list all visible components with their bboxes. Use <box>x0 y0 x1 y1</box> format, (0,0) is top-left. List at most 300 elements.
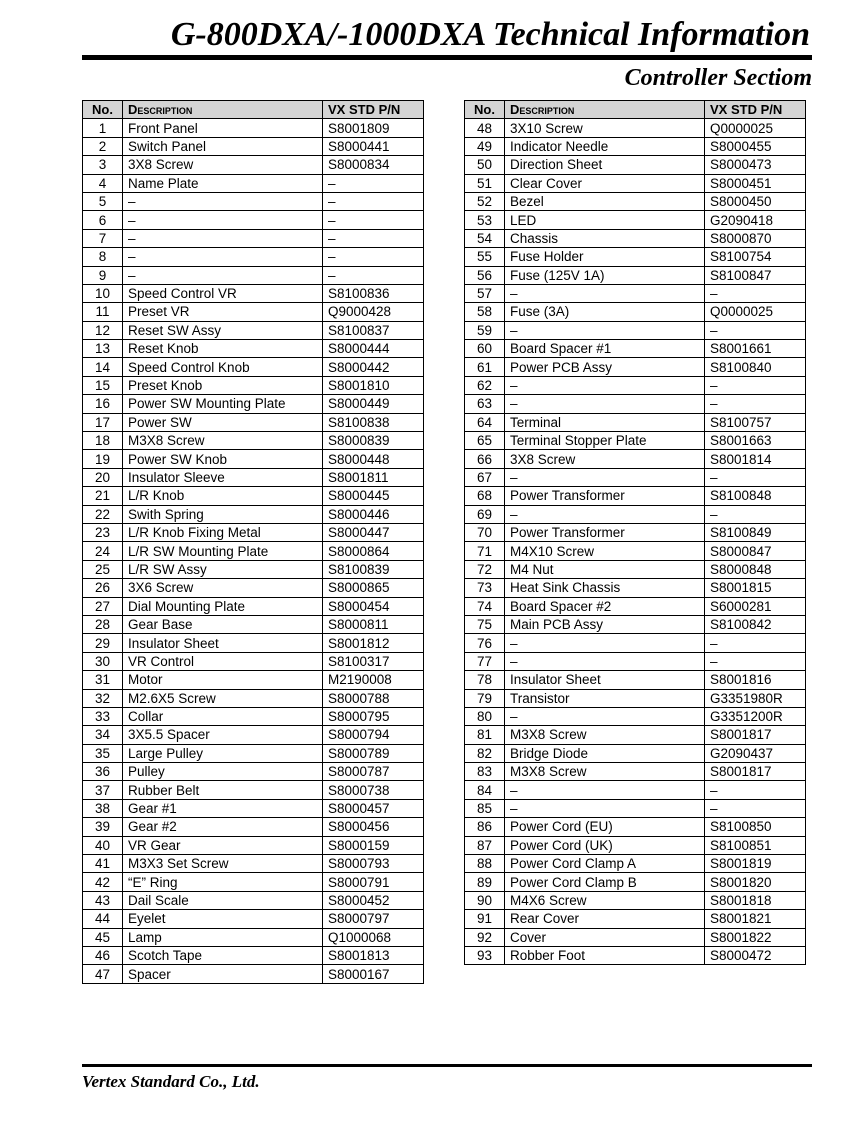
cell-part-number: S8100838 <box>323 413 424 431</box>
cell-description: – <box>505 395 705 413</box>
cell-description: Gear #2 <box>123 818 323 836</box>
cell-no: 43 <box>83 891 123 909</box>
cell-part-number: S8000441 <box>323 137 424 155</box>
table-row <box>83 946 424 964</box>
cell-part-number: S8100851 <box>705 836 806 854</box>
cell-part-number: – <box>323 248 424 266</box>
table-row <box>83 671 424 689</box>
table-row <box>465 836 806 854</box>
table-row <box>465 726 806 744</box>
cell-no: 51 <box>465 174 505 192</box>
cell-no: 20 <box>83 468 123 486</box>
cell-part-number: S8001813 <box>323 946 424 964</box>
cell-part-number: Q0000025 <box>705 119 806 137</box>
cell-description: 3X5.5 Spacer <box>123 726 323 744</box>
table-row <box>465 652 806 670</box>
cell-no: 86 <box>465 818 505 836</box>
cell-description: – <box>123 229 323 247</box>
page-title: G-800DXA/-1000DXA Technical Information <box>170 16 810 53</box>
table-row <box>465 615 806 633</box>
table-row <box>83 873 424 891</box>
cell-part-number: – <box>705 284 806 302</box>
cell-no: 72 <box>465 560 505 578</box>
cell-description: Board Spacer #1 <box>505 340 705 358</box>
cell-no: 24 <box>83 542 123 560</box>
cell-part-number: S8000870 <box>705 229 806 247</box>
cell-description: Insulator Sleeve <box>123 468 323 486</box>
cell-no: 15 <box>83 376 123 394</box>
column-header-pn: VX STD P/N <box>705 101 806 119</box>
cell-part-number: S8000473 <box>705 156 806 174</box>
cell-description: Main PCB Assy <box>505 615 705 633</box>
cell-description: Power Cord Clamp B <box>505 873 705 891</box>
cell-description: M4X6 Screw <box>505 891 705 909</box>
cell-no: 46 <box>83 946 123 964</box>
column-header-description: Description <box>123 101 323 119</box>
cell-description: – <box>505 707 705 725</box>
cell-no: 68 <box>465 487 505 505</box>
cell-no: 10 <box>83 284 123 302</box>
cell-description: VR Gear <box>123 836 323 854</box>
cell-no: 90 <box>465 891 505 909</box>
table-row <box>465 707 806 725</box>
cell-part-number: S8001817 <box>705 726 806 744</box>
cell-description: Spacer <box>123 965 323 983</box>
cell-no: 30 <box>83 652 123 670</box>
cell-part-number: S8000450 <box>705 192 806 210</box>
cell-part-number: S8000793 <box>323 855 424 873</box>
table-row <box>465 137 806 155</box>
cell-part-number: S8000456 <box>323 818 424 836</box>
table-row <box>465 468 806 486</box>
table-row <box>83 836 424 854</box>
cell-no: 40 <box>83 836 123 854</box>
table-row <box>465 818 806 836</box>
cell-description: Clear Cover <box>505 174 705 192</box>
cell-part-number: S8000839 <box>323 432 424 450</box>
cell-part-number: S8000788 <box>323 689 424 707</box>
table-row <box>83 340 424 358</box>
cell-no: 69 <box>465 505 505 523</box>
table-row <box>465 799 806 817</box>
table-row <box>465 192 806 210</box>
table-row <box>83 615 424 633</box>
cell-description: Collar <box>123 707 323 725</box>
cell-description: Preset Knob <box>123 376 323 394</box>
cell-no: 33 <box>83 707 123 725</box>
cell-part-number: S8100847 <box>705 266 806 284</box>
table-row <box>83 523 424 541</box>
table-row <box>83 781 424 799</box>
cell-no: 85 <box>465 799 505 817</box>
table-row <box>83 928 424 946</box>
footer-rule <box>82 1064 812 1067</box>
table-row <box>83 468 424 486</box>
cell-part-number: S8000865 <box>323 579 424 597</box>
cell-description: M3X8 Screw <box>505 763 705 781</box>
cell-no: 17 <box>83 413 123 431</box>
cell-description: Motor <box>123 671 323 689</box>
cell-part-number: S8000864 <box>323 542 424 560</box>
table-row <box>83 634 424 652</box>
table-row <box>83 303 424 321</box>
cell-part-number: S8100840 <box>705 358 806 376</box>
cell-part-number: S8000847 <box>705 542 806 560</box>
table-row <box>83 542 424 560</box>
cell-part-number: S8001819 <box>705 855 806 873</box>
cell-no: 16 <box>83 395 123 413</box>
cell-part-number: – <box>705 468 806 486</box>
cell-part-number: – <box>705 395 806 413</box>
cell-part-number: – <box>705 505 806 523</box>
cell-no: 22 <box>83 505 123 523</box>
cell-part-number: S8001814 <box>705 450 806 468</box>
cell-part-number: S8000451 <box>705 174 806 192</box>
cell-part-number: G3351980R <box>705 689 806 707</box>
cell-no: 61 <box>465 358 505 376</box>
cell-no: 65 <box>465 432 505 450</box>
cell-description: – <box>123 266 323 284</box>
cell-description: Front Panel <box>123 119 323 137</box>
table-row <box>465 781 806 799</box>
table-row <box>465 855 806 873</box>
cell-description: Pulley <box>123 763 323 781</box>
table-row <box>465 946 806 964</box>
cell-part-number: – <box>705 652 806 670</box>
cell-no: 4 <box>83 174 123 192</box>
parts-table-left <box>82 100 424 984</box>
cell-part-number: S8000794 <box>323 726 424 744</box>
table-row <box>83 174 424 192</box>
table-row <box>83 560 424 578</box>
cell-part-number: S8000472 <box>705 946 806 964</box>
cell-description: – <box>505 321 705 339</box>
cell-description: Speed Control Knob <box>123 358 323 376</box>
cell-part-number: S8000834 <box>323 156 424 174</box>
table-row <box>465 211 806 229</box>
cell-no: 48 <box>465 119 505 137</box>
cell-description: 3X8 Screw <box>505 450 705 468</box>
cell-no: 57 <box>465 284 505 302</box>
cell-description: – <box>505 284 705 302</box>
cell-no: 79 <box>465 689 505 707</box>
cell-description: – <box>505 376 705 394</box>
cell-no: 59 <box>465 321 505 339</box>
cell-description: Insulator Sheet <box>123 634 323 652</box>
table-row <box>465 156 806 174</box>
cell-part-number: Q0000025 <box>705 303 806 321</box>
column-header-pn: VX STD P/N <box>323 101 424 119</box>
cell-part-number: S8100757 <box>705 413 806 431</box>
cell-no: 55 <box>465 248 505 266</box>
cell-description: Bezel <box>505 192 705 210</box>
cell-no: 91 <box>465 910 505 928</box>
cell-no: 41 <box>83 855 123 873</box>
cell-description: – <box>505 634 705 652</box>
table-row <box>83 395 424 413</box>
table-row <box>465 229 806 247</box>
cell-part-number: S8001811 <box>323 468 424 486</box>
cell-part-number: S8001812 <box>323 634 424 652</box>
table-header-row <box>83 101 424 119</box>
cell-description: Name Plate <box>123 174 323 192</box>
cell-no: 50 <box>465 156 505 174</box>
cell-part-number: S8000791 <box>323 873 424 891</box>
cell-no: 81 <box>465 726 505 744</box>
table-row <box>83 229 424 247</box>
table-row <box>465 579 806 597</box>
cell-description: M2.6X5 Screw <box>123 689 323 707</box>
cell-description: Power Transformer <box>505 487 705 505</box>
table-row <box>83 763 424 781</box>
cell-no: 78 <box>465 671 505 689</box>
section-title: Controller Sectiom <box>624 65 812 91</box>
table-row <box>465 560 806 578</box>
cell-description: Power Cord Clamp A <box>505 855 705 873</box>
cell-description: Board Spacer #2 <box>505 597 705 615</box>
cell-description: Rubber Belt <box>123 781 323 799</box>
table-row <box>83 450 424 468</box>
cell-part-number: – <box>705 799 806 817</box>
cell-description: Chassis <box>505 229 705 247</box>
column-header-no: No. <box>465 101 505 119</box>
cell-part-number: S8000811 <box>323 615 424 633</box>
cell-part-number: S8100839 <box>323 560 424 578</box>
cell-no: 32 <box>83 689 123 707</box>
cell-description: Bridge Diode <box>505 744 705 762</box>
table-header-row <box>465 101 806 119</box>
header-rule <box>82 55 812 60</box>
table-row <box>83 891 424 909</box>
cell-part-number: – <box>705 781 806 799</box>
cell-part-number: S8000449 <box>323 395 424 413</box>
cell-no: 62 <box>465 376 505 394</box>
table-row <box>465 505 806 523</box>
table-row <box>465 303 806 321</box>
cell-part-number: – <box>705 321 806 339</box>
cell-no: 80 <box>465 707 505 725</box>
table-row <box>83 487 424 505</box>
cell-part-number: G2090437 <box>705 744 806 762</box>
table-row <box>465 321 806 339</box>
cell-part-number: S8100836 <box>323 284 424 302</box>
cell-no: 14 <box>83 358 123 376</box>
cell-description: M4X10 Screw <box>505 542 705 560</box>
cell-part-number: S8000442 <box>323 358 424 376</box>
cell-part-number: – <box>323 266 424 284</box>
cell-no: 39 <box>83 818 123 836</box>
cell-part-number: – <box>323 229 424 247</box>
table-row <box>83 284 424 302</box>
cell-no: 76 <box>465 634 505 652</box>
cell-description: Power PCB Assy <box>505 358 705 376</box>
cell-part-number: Q9000428 <box>323 303 424 321</box>
cell-part-number: S8000789 <box>323 744 424 762</box>
cell-description: Large Pulley <box>123 744 323 762</box>
cell-no: 89 <box>465 873 505 891</box>
cell-part-number: S8000444 <box>323 340 424 358</box>
cell-no: 60 <box>465 340 505 358</box>
cell-no: 84 <box>465 781 505 799</box>
cell-no: 25 <box>83 560 123 578</box>
cell-part-number: G3351200R <box>705 707 806 725</box>
cell-part-number: M2190008 <box>323 671 424 689</box>
table-row <box>465 487 806 505</box>
cell-no: 63 <box>465 395 505 413</box>
table-row <box>465 450 806 468</box>
cell-part-number: – <box>323 174 424 192</box>
cell-part-number: S6000281 <box>705 597 806 615</box>
table-row <box>465 597 806 615</box>
table-row <box>83 432 424 450</box>
table-row <box>465 910 806 928</box>
cell-description: Heat Sink Chassis <box>505 579 705 597</box>
cell-description: Terminal <box>505 413 705 431</box>
column-header-description: Description <box>505 101 705 119</box>
cell-description: Power Cord (UK) <box>505 836 705 854</box>
cell-description: – <box>123 192 323 210</box>
cell-no: 82 <box>465 744 505 762</box>
table-row <box>465 119 806 137</box>
cell-description: L/R SW Assy <box>123 560 323 578</box>
cell-no: 93 <box>465 946 505 964</box>
cell-description: Scotch Tape <box>123 946 323 964</box>
cell-part-number: S8000455 <box>705 137 806 155</box>
cell-part-number: S8100837 <box>323 321 424 339</box>
cell-no: 42 <box>83 873 123 891</box>
cell-part-number: S8001821 <box>705 910 806 928</box>
cell-no: 27 <box>83 597 123 615</box>
cell-no: 38 <box>83 799 123 817</box>
cell-no: 21 <box>83 487 123 505</box>
table-row <box>83 211 424 229</box>
cell-part-number: S8001818 <box>705 891 806 909</box>
cell-no: 73 <box>465 579 505 597</box>
cell-no: 88 <box>465 855 505 873</box>
cell-no: 36 <box>83 763 123 781</box>
table-row <box>465 413 806 431</box>
cell-description: M4 Nut <box>505 560 705 578</box>
cell-part-number: – <box>705 376 806 394</box>
cell-description: – <box>505 652 705 670</box>
cell-description: – <box>123 248 323 266</box>
cell-part-number: S8100850 <box>705 818 806 836</box>
cell-description: L/R SW Mounting Plate <box>123 542 323 560</box>
table-row <box>83 726 424 744</box>
cell-part-number: S8001822 <box>705 928 806 946</box>
cell-part-number: S8001820 <box>705 873 806 891</box>
cell-description: Dail Scale <box>123 891 323 909</box>
cell-part-number: S8000445 <box>323 487 424 505</box>
cell-no: 12 <box>83 321 123 339</box>
table-row <box>83 579 424 597</box>
table-row <box>83 855 424 873</box>
cell-part-number: S8000848 <box>705 560 806 578</box>
cell-no: 49 <box>465 137 505 155</box>
cell-no: 54 <box>465 229 505 247</box>
cell-description: Preset VR <box>123 303 323 321</box>
table-row <box>83 689 424 707</box>
table-row <box>465 432 806 450</box>
cell-part-number: S8001817 <box>705 763 806 781</box>
cell-no: 47 <box>83 965 123 983</box>
cell-description: – <box>505 505 705 523</box>
table-row <box>465 266 806 284</box>
cell-part-number: S8001663 <box>705 432 806 450</box>
table-row <box>83 413 424 431</box>
table-row <box>465 248 806 266</box>
cell-no: 34 <box>83 726 123 744</box>
cell-no: 75 <box>465 615 505 633</box>
table-row <box>83 799 424 817</box>
table-row <box>465 928 806 946</box>
cell-part-number: S8000738 <box>323 781 424 799</box>
cell-description: VR Control <box>123 652 323 670</box>
cell-no: 6 <box>83 211 123 229</box>
table-row <box>83 119 424 137</box>
table-row <box>465 891 806 909</box>
cell-part-number: S8000787 <box>323 763 424 781</box>
cell-description: Power Transformer <box>505 523 705 541</box>
cell-description: Terminal Stopper Plate <box>505 432 705 450</box>
cell-description: Speed Control VR <box>123 284 323 302</box>
cell-part-number: Q1000068 <box>323 928 424 946</box>
cell-no: 29 <box>83 634 123 652</box>
cell-no: 52 <box>465 192 505 210</box>
cell-description: – <box>505 799 705 817</box>
cell-part-number: S8000167 <box>323 965 424 983</box>
cell-no: 44 <box>83 910 123 928</box>
table-row <box>83 707 424 725</box>
cell-description: 3X6 Screw <box>123 579 323 597</box>
cell-description: Swith Spring <box>123 505 323 523</box>
table-row <box>465 174 806 192</box>
cell-description: Robber Foot <box>505 946 705 964</box>
cell-description: Dial Mounting Plate <box>123 597 323 615</box>
column-header-no: No. <box>83 101 123 119</box>
cell-no: 11 <box>83 303 123 321</box>
cell-description: L/R Knob <box>123 487 323 505</box>
cell-no: 66 <box>465 450 505 468</box>
cell-part-number: S8000448 <box>323 450 424 468</box>
cell-part-number: S8000797 <box>323 910 424 928</box>
table-row <box>83 597 424 615</box>
table-row <box>83 505 424 523</box>
table-row <box>465 689 806 707</box>
table-row <box>465 634 806 652</box>
cell-description: Insulator Sheet <box>505 671 705 689</box>
cell-description: Reset SW Assy <box>123 321 323 339</box>
cell-description: Power SW Mounting Plate <box>123 395 323 413</box>
cell-description: Fuse (125V 1A) <box>505 266 705 284</box>
cell-description: – <box>505 468 705 486</box>
cell-description: Indicator Needle <box>505 137 705 155</box>
cell-no: 8 <box>83 248 123 266</box>
table-row <box>83 744 424 762</box>
cell-description: Rear Cover <box>505 910 705 928</box>
table-row <box>83 818 424 836</box>
table-row <box>83 376 424 394</box>
cell-no: 83 <box>465 763 505 781</box>
cell-description: “E” Ring <box>123 873 323 891</box>
table-row <box>465 340 806 358</box>
cell-part-number: S8001815 <box>705 579 806 597</box>
parts-table-right <box>464 100 806 965</box>
cell-description: L/R Knob Fixing Metal <box>123 523 323 541</box>
cell-no: 18 <box>83 432 123 450</box>
cell-no: 7 <box>83 229 123 247</box>
table-row <box>465 542 806 560</box>
